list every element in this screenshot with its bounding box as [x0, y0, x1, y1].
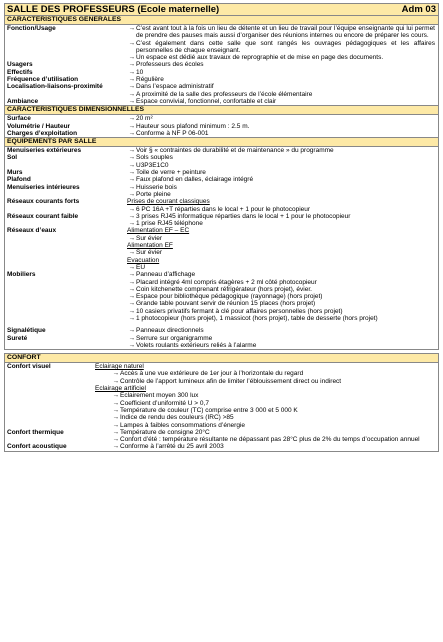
label-confort-thermique: Confort thermique — [7, 428, 64, 436]
section-heading-dimensions: CARACTERISTIQUES DIMENSIONNELLES — [5, 105, 438, 115]
label-courant-faible: Réseaux courant faible — [7, 212, 79, 220]
row-confort-acoustique — [5, 443, 438, 450]
list-item: → Sur évier — [128, 234, 163, 242]
section-heading-confort: CONFORT — [5, 354, 438, 363]
label-menuiseries-ext: Menuiseries extérieures — [7, 147, 82, 155]
label-murs: Murs — [7, 169, 23, 177]
list-item: → Conforme à NF P 06-001 — [128, 129, 209, 137]
label-surete: Sureté — [7, 334, 28, 342]
subheading: Alimentation EF – EC — [127, 227, 190, 235]
label-usagers: Usagers — [7, 61, 33, 69]
program-sheet — [4, 3, 439, 350]
subheading: Alimentation EF — [127, 242, 173, 250]
list-item: → Hauteur sous plafond minimum : 2.5 m. — [128, 122, 250, 130]
row-surface — [5, 115, 438, 122]
row-effectifs — [5, 69, 438, 76]
list-item: → Contrôle de l’apport lumineux afin de limiter l’éblouissement direct ou indirect — [112, 377, 342, 385]
list-item: → Toile de verre + peinture — [128, 169, 206, 177]
sheet-header — [5, 4, 438, 16]
row-eaux — [5, 227, 438, 271]
row-menuiseries-ext — [5, 147, 438, 154]
list-item: → Panneaux directionnels — [128, 327, 204, 335]
list-item: → 10 — [128, 68, 144, 76]
label-charges: Charges d’exploitation — [7, 129, 78, 137]
list-item: → Lampes à faibles consommations d’énergie — [112, 421, 246, 429]
list-item: → Porte pleine — [128, 190, 171, 198]
list-item: → Coin kitchenette comprenant réfrigérateur (hors projet), évier. — [128, 285, 312, 293]
list-item: → 3 prises RJ45 informatique réparties dans le local + 1 pour le photocopieur — [128, 212, 351, 220]
list-item: → Voir § « contraintes de durabilité et de maintenance » du programme — [128, 147, 334, 155]
row-signaletique — [5, 327, 438, 334]
list-item: → Un espace est dédié aux travaux de reprographie et de mise en page des documents. — [128, 54, 384, 62]
subheading: Eclairage artificiel — [95, 385, 146, 393]
label-confort-acoustique: Confort acoustique — [7, 443, 67, 451]
row-murs — [5, 169, 438, 176]
section-heading-equipements: EQUIPEMENTS PAR SALLE — [5, 137, 438, 147]
list-item: → Espace pour bibliothèque pédagogique (rayonnage) (hors projet) — [128, 293, 323, 301]
list-item: → Sur évier — [128, 249, 163, 257]
row-volumetrie — [5, 123, 438, 130]
label-confort-visuel: Confort visuel — [7, 363, 51, 371]
list-item: → Huisserie bois — [128, 183, 177, 191]
list-item: → 10 casiers privatifs fermant à clé pour affaires personnelles (hors projet) — [128, 307, 343, 315]
row-courant-faible — [5, 213, 438, 228]
row-sol — [5, 154, 438, 169]
label-effectifs: Effectifs — [7, 68, 33, 76]
list-item: → 1 photocopieur (hors projet), 1 massicot (hors projet), table de desserte (hors projet) — [128, 314, 378, 322]
row-ambiance — [5, 98, 438, 105]
row-menuiseries-int — [5, 184, 438, 199]
section-heading-general: CARACTERISTIQUES GENERALES — [5, 16, 438, 25]
label-volumetrie: Volumétrie / Hauteur — [7, 122, 71, 130]
subheading: Prises de courant classiques — [127, 198, 210, 206]
label-sol: Sol — [7, 154, 18, 162]
label-fonction: Fonction/Usage — [7, 25, 56, 32]
list-item: → Sols souples — [128, 154, 173, 162]
list-item: → C’est avant tout à la fois un lieu de détente et un lieu de travail pour l’équipe enseignante qui lui permet de prendre des pauses mais aussi d’organiser des réunions internes ou encore de préparer les cours. — [128, 25, 435, 40]
row-mobiliers — [5, 271, 438, 322]
row-fonction — [5, 25, 438, 61]
label-frequence: Fréquence d’utilisation — [7, 76, 79, 84]
row-plafond — [5, 176, 438, 183]
row-usagers — [5, 61, 438, 68]
list-item: → Volets roulants extérieurs reliés à l’alarme — [128, 341, 257, 349]
list-item: → Serrure sur organigramme — [128, 334, 213, 342]
row-frequence — [5, 76, 438, 83]
list-item: → C’est également dans cette salle que sont rangés les ouvrages pédagogiques et les affaires personnelles de chaque enseignant. — [128, 39, 435, 54]
label-courants-forts: Réseaux courants forts — [7, 198, 80, 206]
label-signaletique: Signalétique — [7, 327, 46, 335]
list-item: → Eclairement moyen 300 lux — [112, 392, 199, 400]
row-confort-visuel — [5, 363, 438, 429]
subheading: Evacuation — [127, 256, 160, 264]
list-item: → Conforme à l’arrêté du 25 avril 2003 — [112, 443, 224, 451]
list-item: → Accès à une vue extérieure de 1er jour à l’horizontale du regard — [112, 370, 304, 378]
list-item: → 6 PC 16A +T réparties dans le local + 1 pour le photocopieur — [128, 205, 311, 213]
row-charges — [5, 130, 438, 137]
list-item: → Dans l’espace administratif — [128, 83, 214, 91]
label-localisation: Localisation-liaisons-proximité — [7, 83, 103, 91]
list-item: → Régulière — [128, 76, 164, 84]
label-menuiseries-int: Menuiseries intérieures — [7, 183, 80, 191]
sheet-code: Adm 03 — [401, 4, 436, 15]
list-item: → U3P3E1C0 — [128, 161, 169, 169]
list-item: → 1 prise RJ45 téléphone — [128, 220, 203, 228]
label-mobiliers: Mobiliers — [7, 271, 36, 279]
list-item: → Indice de rendu des couleurs (IRC) >85 — [112, 414, 234, 422]
row-courants-forts — [5, 198, 438, 213]
list-item: → Faux plafond en dalles, éclairage intégré — [128, 176, 254, 184]
list-item: → EU — [128, 263, 146, 271]
document-page — [4, 3, 439, 452]
subheading: Eclairage naturel — [95, 363, 144, 371]
list-item: → Grande table pouvant servir de réunion 15 places (hors projet) — [128, 300, 316, 308]
list-item: → Professeurs des écoles — [128, 61, 204, 69]
list-item: → Espace convivial, fonctionnel, confortable et clair — [128, 97, 277, 105]
label-plafond: Plafond — [7, 176, 31, 184]
label-eaux: Réseaux d’eaux — [7, 227, 57, 235]
row-surete — [5, 335, 438, 350]
label-ambiance: Ambiance — [7, 97, 39, 105]
list-item: → Confort d’été : température résultante ne dépassant pas 28°C plus de 2% du temps d’occupation annuel — [112, 436, 420, 444]
sheet-title: SALLE DES PROFESSEURS (Ecole maternelle) — [7, 4, 220, 15]
list-item: → Coefficient d’uniformité U > 0,7 — [112, 399, 209, 407]
list-item: → Température de couleur (TC) comprise entre 3 000 et 5 000 K — [112, 406, 298, 414]
row-confort-thermique — [5, 429, 438, 444]
list-item: → Placard intégré 4ml compris étagères + 2 ml côté photocopieur — [128, 278, 317, 286]
list-item: → 20 m² — [128, 115, 153, 123]
list-item: → A proximité de la salle des professeurs de l’école élémentaire — [128, 90, 313, 98]
list-item: → Température de consigne 20°C — [112, 428, 210, 436]
label-surface: Surface — [7, 115, 31, 123]
confort-box — [4, 353, 439, 452]
list-item: → Panneau d’affichage — [128, 271, 196, 279]
row-localisation — [5, 83, 438, 98]
